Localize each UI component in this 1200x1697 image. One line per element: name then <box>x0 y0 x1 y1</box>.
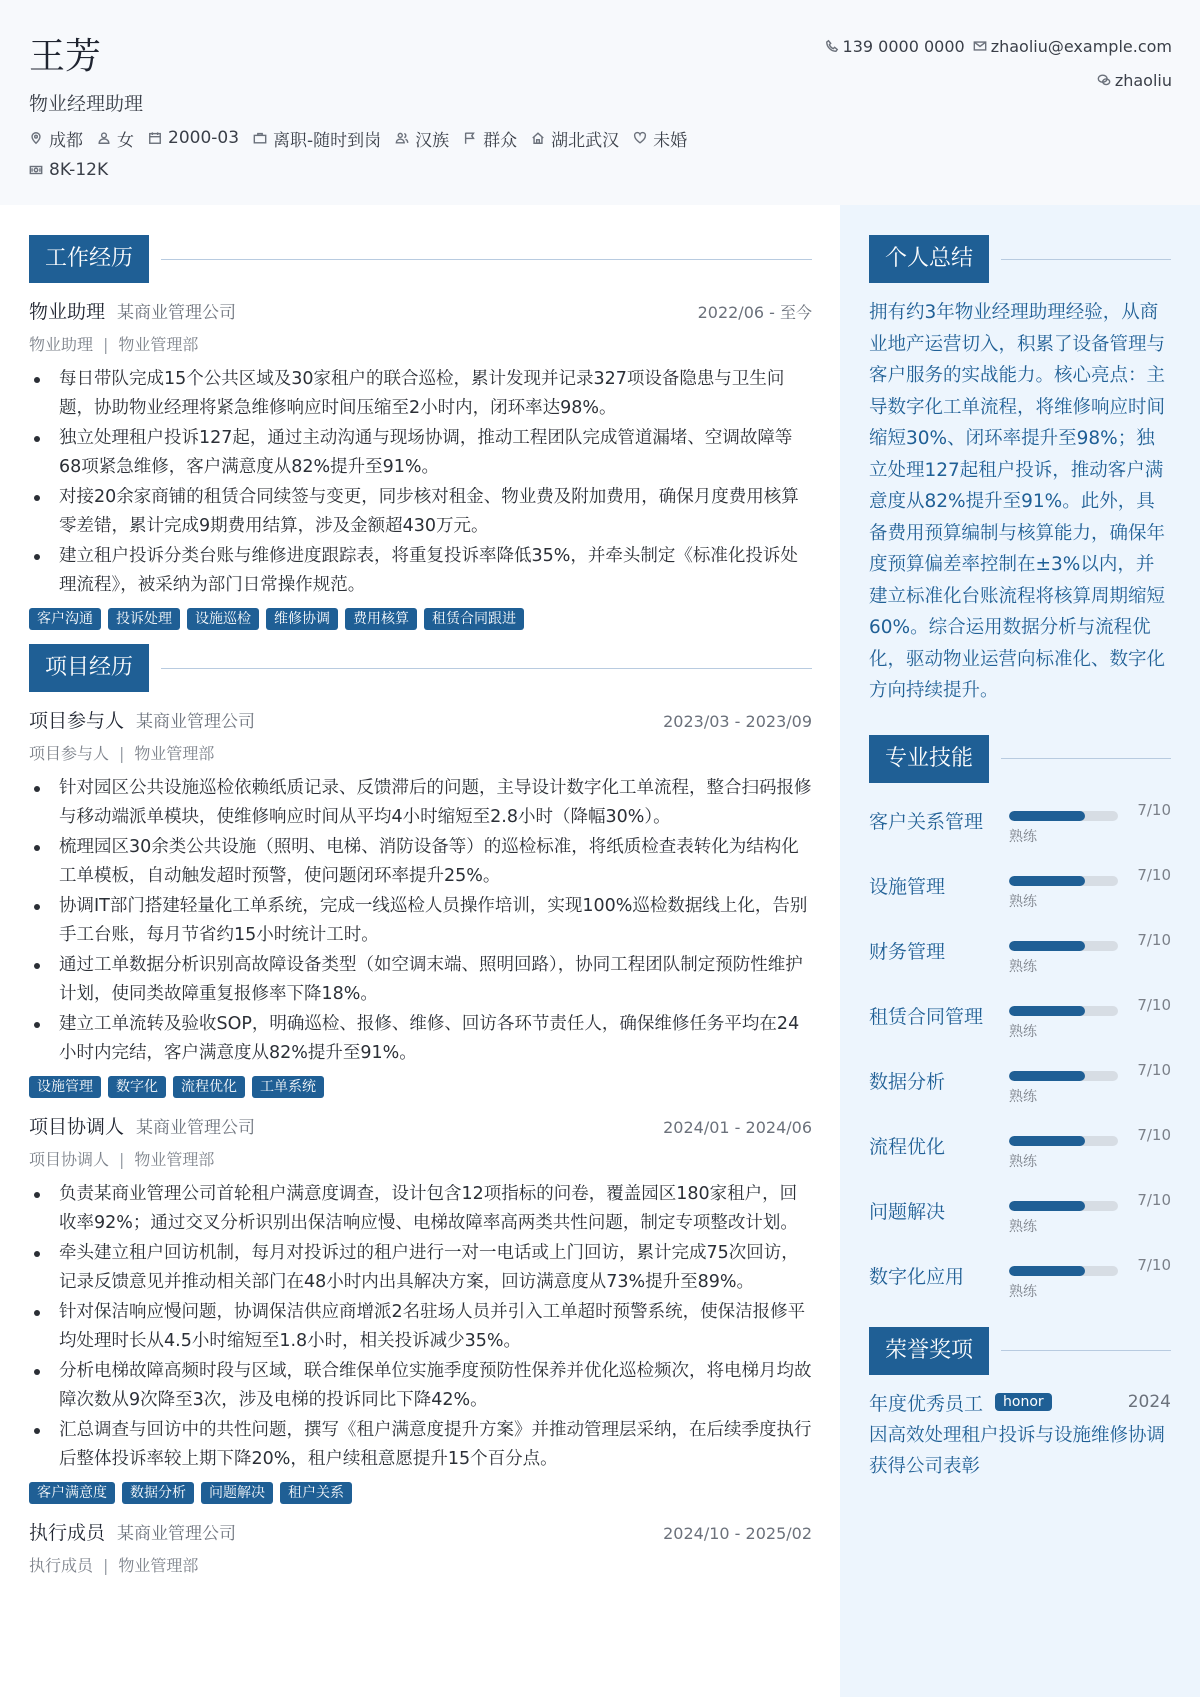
entry-header <box>29 297 812 324</box>
summary-text: 拥有约3年物业经理助理经验，从商业地产运营切入，积累了设备管理与客户服务的实战能力。核心亮点：主导数字化工单流程，将维修响应时间缩短30%、闭环率提升至98%；独立处理127起租户投诉，推动客户满意度从82%提升至91%。此外，具备费用预算编制与核算能力，确保年度预算偏差率控制在±3%以内，并建立标准化台账流程将核算周期缩短60%。综合运用数据分析与流程优化，驱动物业运营向标准化、数字化方向持续提升。 <box>869 302 1166 701</box>
skill-score: 7/10 <box>1137 1255 1171 1274</box>
person-icon <box>97 131 111 145</box>
divider <box>161 668 812 669</box>
divider <box>1001 259 1171 260</box>
skill-score: 7/10 <box>1137 1125 1171 1144</box>
phone-icon <box>825 39 839 53</box>
candidate-name: 王芳 <box>29 36 102 77</box>
meta-item <box>29 159 108 181</box>
contact-info <box>825 35 1172 103</box>
honor-name: 年度优秀员工 <box>869 1392 984 1415</box>
divider <box>1001 1350 1171 1351</box>
entry-role: 项目协调人 <box>29 1116 125 1138</box>
meta-text: 未婚 <box>653 130 688 151</box>
skill-bar <box>1009 1136 1118 1146</box>
skill-name: 租赁合同管理 <box>869 1005 984 1028</box>
separator: | <box>119 1150 125 1169</box>
entry-sub-dept: 物业管理部 <box>118 1556 199 1575</box>
skill-tag: 设施管理 <box>29 1076 101 1098</box>
section-title-skills: 专业技能 <box>869 735 989 783</box>
honor-year: 2024 <box>1127 1392 1171 1412</box>
entry <box>29 1112 812 1504</box>
bullet-list <box>29 774 812 1068</box>
skill-tag: 客户满意度 <box>29 1482 115 1504</box>
skill-name: 流程优化 <box>869 1135 946 1158</box>
personal-info <box>29 127 789 181</box>
honors-section-header <box>869 1327 1171 1375</box>
entry-header <box>29 1112 812 1139</box>
money-icon <box>29 163 43 177</box>
meta-text: 群众 <box>483 130 518 151</box>
entry-date: 2023/03 - 2023/09 <box>663 712 812 731</box>
entry-sub-dept: 物业管理部 <box>134 1150 215 1169</box>
entry <box>29 297 812 630</box>
skill-name: 数字化应用 <box>869 1265 965 1288</box>
people-icon <box>395 131 409 145</box>
skill-level: 熟练 <box>1009 1283 1037 1300</box>
skill-row <box>869 1252 1171 1317</box>
skill-level: 熟练 <box>1009 1218 1037 1235</box>
entry-heading <box>29 1518 236 1545</box>
skills-section-header <box>869 735 1171 783</box>
skill-tag: 维修协调 <box>266 608 338 630</box>
skill-score: 7/10 <box>1137 1060 1171 1079</box>
tag-list <box>29 1076 812 1098</box>
entry-sub-role: 物业助理 <box>29 335 94 354</box>
skill-row <box>869 992 1171 1057</box>
bullet-item: 分析电梯故障高频时段与区域，联合维保单位实施季度预防性保养并优化巡检频次，将电梯月均故障次数从9次降至3次，涉及电梯的投诉同比下降42%。 <box>29 1357 812 1415</box>
skill-bar-fill <box>1009 941 1085 951</box>
bullet-item: 针对保洁响应慢问题，协调保洁供应商增派2名驻场人员并引入工单超时预警系统，使保洁报修平均处理时长从4.5小时缩短至1.8小时，相关投诉减少35%。 <box>29 1298 812 1356</box>
entry-header <box>29 706 812 733</box>
skill-row <box>869 927 1171 992</box>
bullet-list <box>29 1180 812 1474</box>
skill-tag: 费用核算 <box>345 608 417 630</box>
tag-list <box>29 1482 812 1504</box>
calendar-icon <box>148 131 162 145</box>
skill-row <box>869 1057 1171 1122</box>
skill-row <box>869 1187 1171 1252</box>
bullet-item: 针对园区公共设施巡检依赖纸质记录、反馈滞后的问题，主导设计数字化工单流程，整合扫码报修与移动端派单模块，使维修响应时间从平均4小时缩短至2.8小时（降幅30%）。 <box>29 774 812 832</box>
entry <box>29 1518 812 1576</box>
honor-heading <box>869 1389 1052 1416</box>
skill-tag: 工单系统 <box>252 1076 324 1098</box>
project-section-header <box>29 644 812 692</box>
entry-subtitle <box>29 741 812 764</box>
honor-header <box>869 1389 1171 1416</box>
email-address[interactable]: zhaoliu@example.com <box>990 36 1172 56</box>
skill-tag: 投诉处理 <box>108 608 180 630</box>
divider <box>161 259 812 260</box>
bullet-item: 牵头建立租户回访机制，每月对投诉过的租户进行一对一电话或上门回访，累计完成75次回访，记录反馈意见并推动相关部门在48小时内出具解决方案，回访满意度从73%提升至89%。 <box>29 1239 812 1297</box>
skill-bar-fill <box>1009 1266 1085 1276</box>
bullet-item: 通过工单数据分析识别高故障设备类型（如空调末端、照明回路），协同工程团队制定预防性维护计划，使同类故障重复报修率下降18%。 <box>29 951 812 1009</box>
entry-sub-role: 项目协调人 <box>29 1150 110 1169</box>
skill-level: 熟练 <box>1009 1023 1037 1040</box>
wechat-id[interactable]: zhaoliu <box>1114 70 1172 90</box>
entry-org: 某商业管理公司 <box>136 712 256 732</box>
skill-name: 问题解决 <box>869 1200 946 1223</box>
bullet-item: 负责某商业管理公司首轮租户满意度调查，设计包含12项指标的问卷，覆盖园区180家租户，回收率92%；通过交叉分析识别出保洁响应慢、电梯故障率高两类共性问题，制定专项整改计划。 <box>29 1180 812 1238</box>
honor-description: 因高效处理租户投诉与设施维修协调获得公司表彰 <box>869 1424 1166 1477</box>
skill-bar <box>1009 811 1118 821</box>
candidate-title: 物业经理助理 <box>29 93 144 115</box>
tag-list <box>29 608 812 630</box>
skill-level: 熟练 <box>1009 828 1037 845</box>
entry-sub-role: 项目参与人 <box>29 744 110 763</box>
skill-level: 熟练 <box>1009 1088 1037 1105</box>
skill-row <box>869 1122 1171 1187</box>
entry-role: 执行成员 <box>29 1522 106 1544</box>
skill-bar-fill <box>1009 1006 1085 1016</box>
skill-bar-fill <box>1009 876 1085 886</box>
meta-item <box>633 127 687 149</box>
meta-text: 湖北武汉 <box>551 130 620 151</box>
honor-item <box>869 1389 1171 1482</box>
separator: | <box>103 1556 109 1575</box>
skill-name: 设施管理 <box>869 875 946 898</box>
entry-org: 某商业管理公司 <box>136 1118 256 1138</box>
entry-sub-dept: 物业管理部 <box>134 744 215 763</box>
entry-date: 2024/01 - 2024/06 <box>663 1118 812 1137</box>
skill-bar <box>1009 941 1118 951</box>
entry-heading <box>29 706 255 733</box>
bullet-item: 建立工单流转及验收SOP，明确巡检、报修、维修、回访各环节责任人，确保维修任务平均在24小时内完结，客户满意度从82%提升至91%。 <box>29 1010 812 1068</box>
entry-org: 某商业管理公司 <box>117 303 237 323</box>
meta-item <box>463 127 517 149</box>
meta-item <box>97 127 134 149</box>
sidebar <box>840 205 1200 1697</box>
home-icon <box>531 131 545 145</box>
bullet-item: 独立处理租户投诉127起，通过主动沟通与现场协调，推动工程团队完成管道漏堵、空调故障等68项紧急维修，客户满意度从82%提升至91%。 <box>29 424 812 482</box>
skill-level: 熟练 <box>1009 958 1037 975</box>
skill-tag: 客户沟通 <box>29 608 101 630</box>
meta-item <box>531 127 619 149</box>
heart-icon <box>633 131 647 145</box>
main-column <box>29 235 812 1576</box>
skill-tag: 问题解决 <box>201 1482 273 1504</box>
bullet-item: 梳理园区30余类公共设施（照明、电梯、消防设备等）的巡检标准，将纸质检查表转化为结构化工单模板，自动触发超时预警，使问题闭环率提升25%。 <box>29 833 812 891</box>
email-icon <box>973 39 987 53</box>
entry-org: 某商业管理公司 <box>117 1524 237 1544</box>
meta-text: 8K-12K <box>49 160 109 180</box>
briefcase-icon <box>253 131 267 145</box>
work-section-header <box>29 235 812 283</box>
skill-bar <box>1009 876 1118 886</box>
meta-item <box>29 127 83 149</box>
flag-icon <box>463 131 477 145</box>
bullet-item: 汇总调查与回访中的共性问题，撰写《租户满意度提升方案》并推动管理层采纳，在后续季度执行后整体投诉率较上期下降20%，租户续租意愿提升15个百分点。 <box>29 1416 812 1474</box>
skill-tag: 设施巡检 <box>187 608 259 630</box>
skill-tag: 数据分析 <box>122 1482 194 1504</box>
meta-item <box>253 127 381 149</box>
entry-sub-dept: 物业管理部 <box>118 335 199 354</box>
entry-role: 项目参与人 <box>29 710 125 732</box>
entry <box>29 706 812 1098</box>
meta-text: 汉族 <box>415 130 450 151</box>
meta-text: 女 <box>117 130 134 151</box>
honor-badge: honor <box>995 1393 1052 1411</box>
location-icon <box>29 131 43 145</box>
skill-bar <box>1009 1006 1118 1016</box>
section-title-summary: 个人总结 <box>869 235 989 283</box>
skill-name: 财务管理 <box>869 940 946 963</box>
entry-role: 物业助理 <box>29 301 106 323</box>
skill-tag: 流程优化 <box>173 1076 245 1098</box>
section-title-honors: 荣誉奖项 <box>869 1327 989 1375</box>
skill-bar <box>1009 1266 1118 1276</box>
skill-tag: 数字化 <box>108 1076 166 1098</box>
meta-text: 成都 <box>49 130 83 151</box>
section-title-work: 工作经历 <box>29 235 149 283</box>
entry-heading <box>29 1112 255 1139</box>
skill-bar-fill <box>1009 811 1085 821</box>
skill-bar-fill <box>1009 1136 1085 1146</box>
bullet-list <box>29 365 812 600</box>
skill-score: 7/10 <box>1137 1190 1171 1209</box>
skill-tag: 租户关系 <box>280 1482 352 1504</box>
skill-score: 7/10 <box>1137 865 1171 884</box>
meta-item <box>395 127 449 149</box>
skill-score: 7/10 <box>1137 995 1171 1014</box>
entry-header <box>29 1518 812 1545</box>
separator: | <box>103 335 109 354</box>
skill-name: 客户关系管理 <box>869 810 984 833</box>
phone-number[interactable]: 139 0000 0000 <box>842 36 965 56</box>
section-title-project: 项目经历 <box>29 644 149 692</box>
bullet-item: 每日带队完成15个公共区域及30家租户的联合巡检，累计发现并记录327项设备隐患与卫生问题，协助物业经理将紧急维修响应时间压缩至2小时内，闭环率达98%。 <box>29 365 812 423</box>
skill-score: 7/10 <box>1137 930 1171 949</box>
meta-text: 离职-随时到岗 <box>273 130 382 151</box>
skill-level: 熟练 <box>1009 1153 1037 1170</box>
entry-subtitle <box>29 332 812 355</box>
honor-list <box>869 1389 1171 1482</box>
skill-name: 数据分析 <box>869 1070 946 1093</box>
skill-bar <box>1009 1071 1118 1081</box>
meta-item <box>148 127 239 149</box>
wechat-icon <box>1097 73 1111 87</box>
skill-row <box>869 797 1171 862</box>
work-list <box>29 297 812 630</box>
skill-level: 熟练 <box>1009 893 1037 910</box>
entry-subtitle <box>29 1553 812 1576</box>
skill-score: 7/10 <box>1137 800 1171 819</box>
bullet-item: 协调IT部门搭建轻量化工单系统，完成一线巡检人员操作培训，实现100%巡检数据线上化，告别手工台账，每月节省约15小时统计工时。 <box>29 892 812 950</box>
skill-bar <box>1009 1201 1118 1211</box>
bullet-item: 建立租户投诉分类台账与维修进度跟踪表，将重复投诉率降低35%，并牵头制定《标准化投诉处理流程》，被采纳为部门日常操作规范。 <box>29 542 812 600</box>
skill-bar-fill <box>1009 1071 1085 1081</box>
project-list <box>29 706 812 1576</box>
entry-date: 2022/06 - 至今 <box>697 303 812 322</box>
skill-bar-fill <box>1009 1201 1085 1211</box>
resume-header <box>0 0 1200 205</box>
entry-date: 2024/10 - 2025/02 <box>663 1524 812 1543</box>
meta-text: 2000-03 <box>168 128 240 148</box>
skill-list <box>869 797 1171 1317</box>
skill-tag: 租赁合同跟进 <box>424 608 524 630</box>
skill-row <box>869 862 1171 927</box>
entry-sub-role: 执行成员 <box>29 1556 94 1575</box>
summary-section-header <box>869 235 1171 283</box>
divider <box>1001 758 1171 759</box>
entry-subtitle <box>29 1147 812 1170</box>
separator: | <box>119 744 125 763</box>
entry-heading <box>29 297 236 324</box>
bullet-item: 对接20余家商铺的租赁合同续签与变更，同步核对租金、物业费及附加费用，确保月度费用核算零差错，累计完成9期费用结算，涉及金额超430万元。 <box>29 483 812 541</box>
